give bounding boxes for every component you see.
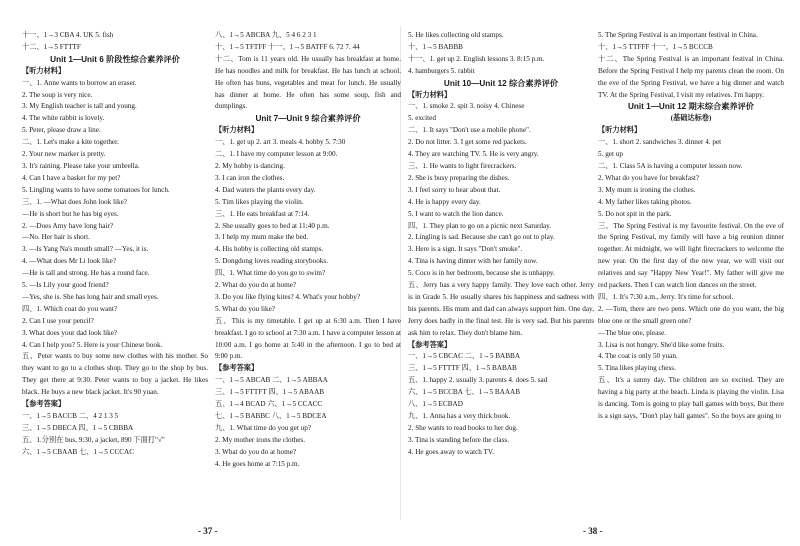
- text-line: 4. Can I have a basket for my pet?: [22, 173, 121, 182]
- text-line: 3. Lisa is not hungry. She'd like some fruits.: [598, 340, 725, 349]
- text-line: —Yes, she is. She has long hair and small eyes.: [22, 292, 159, 301]
- text-line: 一、1. smoke 2. spit 3. noisy 4. Chinese: [408, 102, 525, 111]
- text-line: 3. —Is Yang Na's mouth small? —Yes, it is.: [22, 245, 149, 254]
- text-line: 六、1→5 CBAAB 七、1→5 CCCAC: [22, 447, 135, 456]
- text-line: 2. What do you have for breakfast?: [598, 173, 700, 182]
- text-line: 5. Lingling wants to have some tomatoes for lunch.: [22, 185, 170, 194]
- section-heading: Unit 1—Unit 6 阶段性综合素养评价: [50, 54, 180, 64]
- text-line: 2. —Does Amy have long hair?: [22, 221, 114, 230]
- text-line: 三、1. He eats breakfast at 7:14.: [215, 209, 310, 218]
- text-line: 4. His hobby is collecting old stamps.: [215, 245, 324, 254]
- text-line: —He is short but he has big eyes.: [22, 209, 119, 218]
- text-line: 4. He goes home at 7:15 p.m.: [215, 459, 300, 468]
- text-line: 2. She usually goes to bed at 11:40 p.m.: [215, 221, 330, 230]
- text-line: 一、1→5 ABCAB 二、1→5 ABBAA: [215, 376, 328, 385]
- section-label: 【参考答案】: [22, 400, 66, 409]
- text-line: 4. Dad waters the plants every day.: [215, 185, 316, 194]
- text-line: 二、1. It says "Don't use a mobile phone".: [408, 126, 531, 135]
- text-line: 五、1→4 BCAD 六、1→5 CCACC: [215, 400, 323, 409]
- text-line: 六、1→5 BCCBA 七、1→5 BAAAB: [408, 388, 521, 397]
- text-line: 3. What does your dad look like?: [22, 328, 118, 337]
- text-line: 五、It's a sunny day. The children are so excited. They are having a big party at the beach. Linda is playing the violin. Lisa is dancing. Tom is going to play ball games with boys. But there is a sign says, "Don't play ball games". So the boys are going to: [598, 376, 784, 420]
- section-label: 【参考答案】: [215, 364, 259, 373]
- section-heading: Unit 10—Unit 12 综合素养评价: [443, 78, 559, 88]
- text-line: 3. My mum is ironing the clothes.: [598, 185, 696, 194]
- section-heading: Unit 1—Unit 12 期末综合素养评价: [627, 102, 754, 112]
- text-line: 2. Lingling is sad. Because she can't go out to play.: [408, 233, 555, 242]
- text-line: 5. get up: [598, 150, 623, 159]
- text-line: —No. Her hair is short.: [22, 233, 90, 242]
- text-line: 4. He goes away to watch TV.: [408, 447, 494, 456]
- text-line: 九、1. What time do you get up?: [215, 423, 312, 432]
- text-line: 一、1. Anne wants to borrow an eraser.: [22, 78, 137, 87]
- text-line: 三、1→5 FTTFT 四、1→5 ABAAB: [215, 388, 325, 397]
- text-line: 三、The Spring Festival is my favourite festival. On the eve of the Spring Festival, my family will have a big reunion dinner together. At midnight, we will light firecrackers to welcome the new year. On the first day of the new year, we will visit our relatives and say "Happy New Year!". My father will give me red packets. Then I can watch lion dances on the street.: [598, 221, 784, 290]
- text-line: 4. The white rabbit is lovely.: [22, 114, 105, 123]
- text-line: 3. Tina is standing before the class.: [408, 435, 510, 444]
- text-line: 五、1. happy 2. usually 3. parents 4. does 5. sad: [408, 376, 548, 385]
- text-line: 3. Here is a sign. It says "Don't smoke".: [408, 245, 523, 254]
- text-line: 三、1. He wants to light firecrackers.: [408, 161, 517, 170]
- text-line: 5. He likes collecting old stamps.: [408, 31, 504, 39]
- text-line: 一、1→5 CBCAC 二、1→5 BABBA: [408, 352, 521, 361]
- text-line: 九、1. Anna has a very thick book.: [408, 412, 511, 420]
- text-line: 四、1. Which coat do you want?: [22, 304, 118, 313]
- text-line: 5. —Is Lily your good friend?: [22, 281, 109, 290]
- text-line: 5. Tina likes playing chess.: [598, 364, 676, 373]
- text-line: 3. It's raining. Please take your umbrella.: [22, 161, 140, 170]
- text-line: 二、1. Let's make a kite together.: [22, 138, 119, 147]
- text-line: 十一、1→3 CBA 4. UK 5. fish: [22, 31, 114, 39]
- text-line: 5. Coco is in her bedroom, because she is unhappy.: [408, 269, 555, 278]
- text-line: 2. She wants to read books to her dog.: [408, 423, 518, 432]
- text-line: 二、1. I have my computer lesson at 9:00.: [215, 150, 338, 159]
- text-line: —The blue one, please.: [598, 328, 667, 337]
- text-line: 2. My mother irons the clothes.: [215, 435, 306, 444]
- text-line: 四、1. They plan to go on a picnic next Saturday.: [408, 221, 552, 230]
- text-line: 八、1→5 ECBAD: [408, 400, 463, 409]
- column-3: [408, 30, 594, 459]
- text-line: 3. What do you do at home?: [215, 447, 297, 456]
- text-line: 4. He is happy every day.: [408, 197, 481, 206]
- text-line: 4. Tina is having dinner with her family now.: [408, 257, 538, 266]
- text-line: 2. —Tom, there are two pens. Which one do you want, the big blue one or the small green one?: [598, 304, 784, 325]
- text-line: 2. The soup is very nice.: [22, 90, 93, 99]
- text-line: 五、Peter wants to buy some new clothes with his mother. So they want to go to a clothes shop. They go to the shop by bus. They get there at 9:30. Peter wants to buy a jacket. He likes black. He buys a new black jacket. It's 90 yuan.: [22, 352, 208, 397]
- text-line: 2. Your new marker is pretty.: [22, 150, 106, 159]
- text-line: 十二、Tom is 11 years old. He usually has breakfast at home. He has noodles and milk for breakfast. He has lunch at school. He often has buns, vegetables and meat for lunch. He usually has dinner at home. He often has some soup, fish and dumplings.: [215, 54, 401, 111]
- text-line: 5. Peter, please draw a line.: [22, 126, 101, 135]
- text-line: 八、1→5 ABCBA 九、5 4 6 2 3 1: [215, 31, 317, 39]
- text-line: 五、This is my timetable. I get up at 6:30 a.m. Then I have breakfast. I go to school at 7:30 a.m. I have a computer lesson at 10:00 a.m. I go home at 5:40 in the afternoon. I go to bed at 9:00 p.m.: [215, 316, 401, 361]
- text-line: 3. Do you like flying kites? 4. What's your hobby?: [215, 292, 361, 301]
- text-line: 2. Do not litter. 3. I get some red packets.: [408, 138, 527, 147]
- text-line: 5. What do you like?: [215, 304, 275, 313]
- text-line: 4. They are watching TV. 5. He is very angry.: [408, 150, 539, 159]
- text-line: 七、1→5 BABBC 八、1→5 BDCEA: [215, 412, 327, 420]
- text-line: 2. Can I use your pencil?: [22, 316, 94, 325]
- text-line: 4. hamburgers 5. rabbit: [408, 66, 475, 75]
- text-line: 五、Jerry has a very happy family. They love each other. Jerry is in Grade 5. He usually shares his happiness and sadness with his parents. His mum and dad can always support him. One day, Jerry does badly in the final test. He is very sad. But his parents ask him to relax. They don't blame him.: [408, 281, 594, 337]
- text-line: 5. excited: [408, 114, 436, 123]
- text-line: 2. My hobby is dancing.: [215, 161, 285, 170]
- text-line: 四、1. What time do you go to swim?: [215, 269, 326, 278]
- text-line: 一、1. short 2. sandwiches 3. dinner 4. pet: [598, 138, 722, 147]
- text-line: 十二、1→5 FTTTF: [22, 42, 81, 51]
- text-line: 4. Can I help you? 5. Here is your Chinese book.: [22, 340, 163, 349]
- text-line: 5. Tim likes playing the violin.: [215, 197, 304, 206]
- text-line: 5. Dongdong loves reading storybooks.: [215, 257, 328, 266]
- text-line: 2. She is busy preparing the dishes.: [408, 173, 510, 182]
- text-line: 十二、The Spring Festival is an important festival in China. Before the Spring Festival I help my parents clean the room. On the eve of the Spring Festival, we have a big dinner and watch TV. At the Spring Festival, I visit my relatives. I'm happy.: [598, 54, 784, 99]
- text-line: 十、1→5 TFTFF 十一、1→5 BATFF 6. 72 7. 44: [215, 42, 360, 51]
- section-label: 【听力材料】: [215, 126, 259, 135]
- text-line: 5. I want to watch the lion dance.: [408, 209, 504, 218]
- text-line: 三、1. —What does John look like?: [22, 197, 128, 206]
- text-line: 十、1→5 BABBB: [408, 42, 463, 51]
- text-line: 3. I help my mum make the bed.: [215, 233, 309, 242]
- column-1: [22, 30, 208, 459]
- text-line: (基础达标卷): [670, 114, 712, 123]
- text-line: 二、1. Class 5A is having a computer lesson now.: [598, 161, 743, 170]
- text-line: 四、1. It's 7:30 a.m., Jerry. It's time for school.: [598, 292, 734, 301]
- page-number-left: - 37 -: [198, 526, 218, 536]
- text-line: 4. —What does Mr Li look like?: [22, 257, 117, 266]
- column-4: [598, 30, 784, 423]
- text-line: 五、1.分别在 bus, 9:30, a jacket, 890 下面打"√": [22, 435, 165, 444]
- section-heading: Unit 7—Unit 9 综合素养评价: [255, 114, 361, 124]
- text-line: 十一、1. get up 2. English lessons 3. 8:15 p.m.: [408, 54, 545, 63]
- text-line: —He is tall and strong. He has a round face.: [22, 269, 150, 278]
- text-line: 三、1→5 FTTTF 四、1→5 BABAB: [408, 364, 517, 373]
- column-2: [215, 30, 401, 471]
- text-line: 4. My father likes taking photos.: [598, 197, 692, 206]
- text-line: 三、1→5 DBECA 四、1→5 CBBBA: [22, 423, 134, 432]
- text-line: 2. What do you do at home?: [215, 281, 297, 290]
- section-label: 【听力材料】: [408, 90, 452, 99]
- text-line: 3. I feel sorry to hear about that.: [408, 185, 501, 194]
- text-line: 3. I can iron the clothes.: [215, 173, 285, 182]
- section-label: 【听力材料】: [598, 126, 642, 135]
- text-line: 4. The coat is only 50 yuan.: [598, 352, 678, 361]
- text-line: 一、1→5 BACCB 二、4 2 1 3 5: [22, 412, 119, 420]
- text-line: 5. Do not spit in the park.: [598, 209, 672, 218]
- text-line: 一、1. get up 2. art 3. meals 4. hobby 5. 7:30: [215, 138, 346, 147]
- section-label: 【听力材料】: [22, 66, 66, 75]
- text-line: 十、1→5 TTFFF 十一、1→5 BCCCB: [598, 42, 713, 51]
- text-line: 5. The Spring Festival is an important festival in China.: [598, 31, 758, 39]
- section-label: 【参考答案】: [408, 340, 452, 349]
- page-number-right: - 38 -: [583, 526, 603, 536]
- text-line: 3. My English teacher is tall and young.: [22, 102, 137, 111]
